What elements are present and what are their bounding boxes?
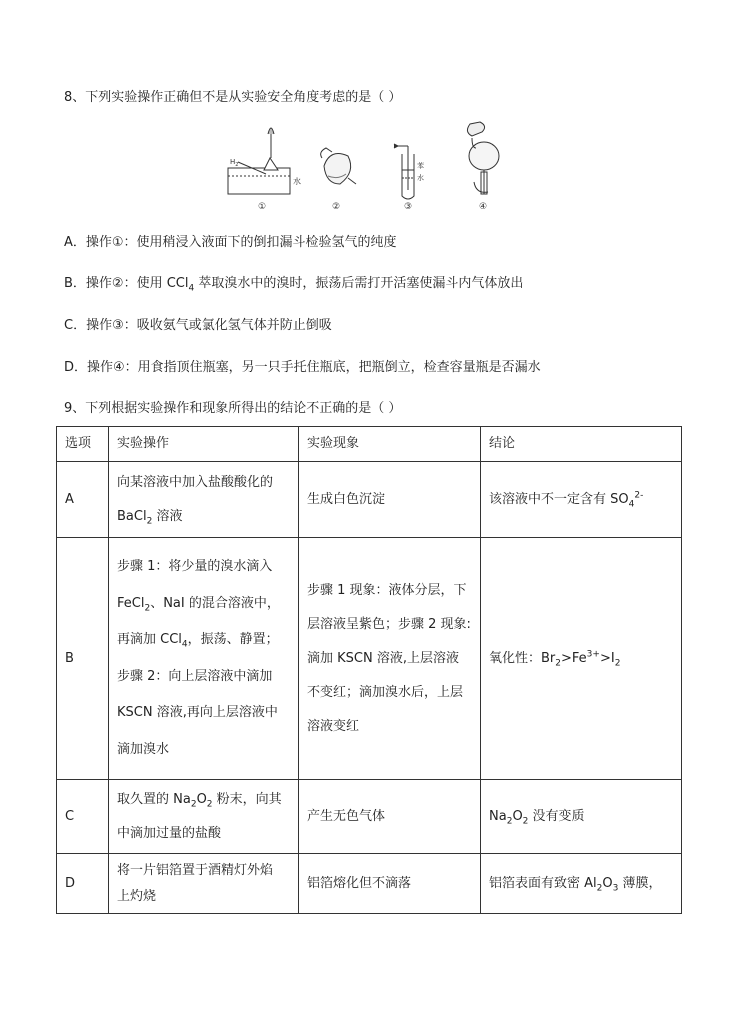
row-b-op-line2-text-2: 、NaI 的混合溶液中，	[150, 595, 280, 611]
question-9-stem: 9、下列根据实验操作和现象所得出的结论不正确的是（ ）	[64, 401, 402, 416]
row-b-op-line6: 滴加溴水	[117, 741, 170, 757]
row-b-op-line2-text-1: FeCl	[117, 595, 145, 611]
q8-option-d: D．操作④：用食指顶住瓶塞，另一只手托住瓶底，把瓶倒立，检查容量瓶是否漏水	[64, 360, 541, 375]
row-b-op-line2-sub: 2	[144, 603, 151, 614]
figure-label-2: ②	[332, 202, 341, 212]
table-row-b	[57, 538, 682, 780]
row-d-conclusion-text-2: O	[602, 875, 613, 891]
row-c-op-text-1: 取久置的 Na	[117, 791, 191, 807]
table-header-row	[57, 427, 682, 462]
water-label-1: 水	[293, 177, 301, 186]
row-a-op-line1: 向某溶液中加入盐酸酸化的	[117, 474, 274, 490]
table-row-a	[57, 462, 682, 538]
row-c-conclusion-sub-1: 2	[506, 816, 513, 827]
row-d-option: D	[57, 854, 109, 914]
apparatus-figure	[226, 118, 506, 214]
figure-label-4: ④	[479, 202, 488, 212]
row-c-conclusion-text-1: Na	[489, 808, 507, 824]
row-b-option: B	[57, 538, 109, 780]
h2-label: $H_2$	[230, 158, 239, 168]
q8-option-b-text-2: 萃取溴水中的溴时，振荡后需打开活塞使漏斗内气体放出	[194, 276, 524, 291]
table-row-c	[57, 780, 682, 854]
benzene-label: 苯	[417, 162, 424, 170]
header-conclusion: 结论	[481, 427, 682, 462]
row-d-conclusion-text-3: 薄膜，	[618, 875, 662, 891]
row-a-option: A	[57, 462, 109, 538]
row-b-operation	[109, 538, 299, 780]
row-c-op-line2: 中滴加过量的盐酸	[117, 825, 222, 841]
table-row-d	[57, 854, 682, 914]
row-b-phenomenon	[299, 538, 481, 780]
row-d-op-line1: 将一片铝箔置于酒精灯外焰	[117, 862, 274, 878]
row-b-op-line3-sub: 4	[181, 639, 188, 650]
q8-option-b-text-1: B．操作②：使用 CCl	[64, 276, 189, 291]
row-b-op-line1: 步骤 1：将少量的溴水滴入	[117, 559, 273, 574]
row-b-op-line2	[117, 586, 290, 623]
row-c-op-sub-1: 2	[190, 799, 197, 810]
row-a-op-line2-sub: 2	[146, 516, 153, 527]
row-c-op-line1	[117, 783, 290, 817]
row-b-obs-line5: 溶液变红	[307, 718, 360, 734]
row-b-obs-line2: 层溶液呈紫色；步骤 2 现象:	[307, 616, 471, 632]
row-c-op-text-2: O	[196, 791, 207, 807]
row-b-op-line3	[117, 622, 290, 659]
header-operation: 实验操作	[109, 427, 299, 462]
header-phenomenon: 实验现象	[299, 427, 481, 462]
row-d-phenomenon: 铝箔熔化但不滴落	[299, 854, 481, 914]
q8-option-c: C．操作③：吸收氨气或氯化氢气体并防止倒吸	[64, 318, 332, 333]
row-b-conclusion-text-3: >I	[599, 650, 615, 666]
row-c-conclusion	[481, 780, 682, 854]
row-b-conclusion-sub-1: 2	[555, 658, 561, 669]
row-b-obs-line1: 步骤 1 现象：液体分层，下	[307, 582, 467, 598]
row-b-conclusion-text-2: >Fe	[561, 650, 587, 666]
row-c-conclusion-sub-2: 2	[522, 816, 529, 827]
row-b-op-line3-text-1: 再滴加 CCl	[117, 632, 182, 647]
row-d-conclusion-text-1: 铝箔表面有致密 Al	[489, 875, 597, 891]
row-b-conclusion-text-1: 氧化性：Br	[489, 650, 556, 666]
q8-option-b-sub: 4	[188, 283, 195, 294]
row-c-op-sub-2: 2	[206, 799, 213, 810]
row-c-operation	[109, 780, 299, 854]
row-b-obs-line3: 滴加 KSCN 溶液,上层溶液	[307, 650, 459, 666]
row-c-option: C	[57, 780, 109, 854]
row-b-op-line4: 步骤 2：向上层溶液中滴加	[117, 668, 273, 684]
row-a-conclusion-sub: 4	[628, 499, 635, 510]
row-b-conclusion-sub-2: 2	[614, 658, 621, 669]
row-c-phenomenon: 产生无色气体	[299, 780, 481, 854]
question-8-stem: 8、下列实验操作正确但不是从实验安全角度考虑的是（ ）	[64, 90, 402, 105]
header-option: 选项	[57, 427, 109, 462]
q9-table	[56, 426, 682, 914]
q8-option-a: A．操作①：使用稍浸入液面下的倒扣漏斗检验氢气的纯度	[64, 235, 397, 250]
apparatus-figure-svg	[226, 118, 506, 214]
row-b-op-line5: KSCN 溶液,再向上层溶液中	[117, 705, 278, 720]
row-b-op-line3-text-2: ，振荡、静置；	[187, 632, 279, 647]
apparatus-3-illustration	[394, 144, 414, 199]
row-b-conclusion-sup: 3+	[586, 649, 600, 660]
row-d-conclusion-sub-2: 3	[612, 883, 619, 894]
row-c-conclusion-text-2: O	[512, 808, 523, 824]
row-d-op-line2: 上灼烧	[117, 888, 157, 904]
row-a-conclusion	[481, 462, 682, 538]
row-b-obs-line4: 不变红；滴加溴水后，上层	[307, 684, 464, 700]
row-d-conclusion	[481, 854, 682, 914]
row-a-op-line2-text-2: 溶液	[152, 508, 183, 524]
figure-label-3: ③	[404, 202, 413, 212]
figure-label-1: ①	[258, 202, 267, 212]
row-c-conclusion-text-3: 没有变质	[528, 808, 585, 824]
row-a-phenomenon: 生成白色沉淀	[299, 462, 481, 538]
q8-option-b	[64, 272, 524, 294]
row-a-operation	[109, 462, 299, 538]
row-a-conclusion-sup: 2-	[634, 490, 644, 501]
row-a-op-line2-text-1: BaCl	[117, 508, 147, 524]
apparatus-1-illustration	[228, 128, 290, 194]
row-d-conclusion-sub-1: 2	[596, 883, 603, 894]
row-c-op-text-3: 粉末，向其	[212, 791, 282, 807]
row-b-conclusion	[481, 538, 682, 780]
row-a-op-line2	[117, 500, 290, 534]
row-d-operation	[109, 854, 299, 914]
apparatus-2-illustration	[321, 148, 356, 184]
water-label-3: 水	[417, 174, 424, 182]
row-a-conclusion-text: 该溶液中不一定含有 SO	[489, 491, 629, 507]
apparatus-4-illustration	[467, 122, 499, 194]
